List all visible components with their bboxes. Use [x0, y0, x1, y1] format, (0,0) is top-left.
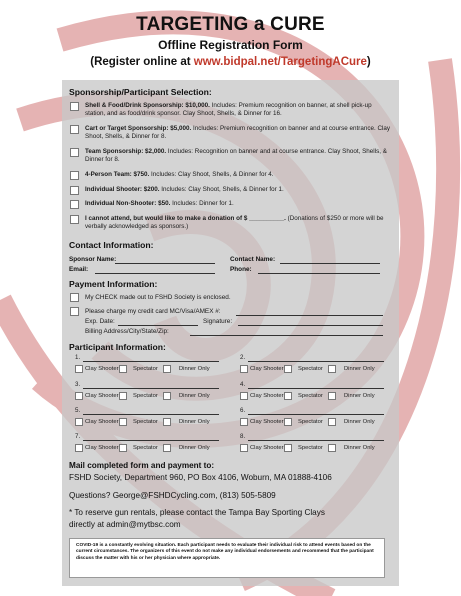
- credit-card-text: Please charge my credit card MC/Visa/AMEX #:: [85, 308, 221, 315]
- participant-choice-label: Spectator: [298, 393, 323, 399]
- participant-number: 4.: [240, 381, 246, 388]
- participant-choice-checkbox[interactable]: [75, 365, 83, 373]
- participant-choice-label: Clay Shooter: [85, 366, 119, 372]
- exp-date-label: Exp. Date:: [85, 318, 115, 325]
- participant-choice-checkbox[interactable]: [328, 365, 336, 373]
- sponsorship-option-name: 4-Person Team: $750.: [85, 171, 150, 178]
- participant-choice-checkbox[interactable]: [240, 444, 248, 452]
- sponsorship-checkbox[interactable]: [70, 102, 79, 111]
- billing-address-label: Billing Address/City/State/Zip:: [85, 328, 169, 335]
- participant-name-field[interactable]: [248, 414, 384, 415]
- participant-heading: Participant Information:: [69, 342, 166, 352]
- gun-rentals-line-1: * To reserve gun rentals, please contact the Tampa Bay Sporting Clays: [69, 508, 325, 517]
- sponsorship-option-name: Individual Shooter: $200.: [85, 186, 160, 193]
- participant-choice-checkbox[interactable]: [284, 444, 292, 452]
- sponsorship-option: [85, 186, 393, 194]
- participant-choice-checkbox[interactable]: [240, 392, 248, 400]
- register-online-link[interactable]: www.bidpal.net/TargetingACure: [193, 56, 367, 68]
- sponsorship-checkbox[interactable]: [70, 200, 79, 209]
- page-subtitle: Offline Registration Form: [158, 38, 303, 52]
- email-label: Email:: [69, 266, 89, 273]
- sponsor-name-label: Sponsor Name:: [69, 256, 117, 263]
- participant-choice-checkbox[interactable]: [328, 444, 336, 452]
- email-field[interactable]: [95, 273, 215, 274]
- sponsorship-option-desc: Includes: Clay Shoot, Shells, & Dinner for 1.: [159, 186, 284, 193]
- participant-choice-label: Dinner Only: [344, 445, 375, 451]
- participant-choice-label: Clay Shooter: [250, 393, 284, 399]
- register-online-line: [0, 56, 461, 68]
- participant-choice-checkbox[interactable]: [284, 365, 292, 373]
- exp-date-field[interactable]: [118, 325, 198, 326]
- sponsorship-option-desc: Includes: Premium recognition on banner, at shell pick-up station, and as food/drink sponsor. Clay Shoot, Shells, & Dinner for 16.: [85, 102, 372, 118]
- sponsor-name-field[interactable]: [115, 263, 215, 264]
- sponsorship-option-desc: Includes: Recognition on banner and at course entrance. Clay Shoot, Shells, & Dinner for 8.: [85, 148, 387, 164]
- participant-choice-label: Clay Shooter: [250, 445, 284, 451]
- participant-choice-checkbox[interactable]: [75, 444, 83, 452]
- register-online-suffix: ): [366, 56, 371, 68]
- participant-choice-label: Clay Shooter: [250, 366, 284, 372]
- participant-number: 6.: [240, 407, 246, 414]
- participant-number: 2.: [240, 354, 246, 361]
- participant-choice-label: Dinner Only: [179, 419, 210, 425]
- sponsorship-checkbox[interactable]: [70, 215, 79, 224]
- sponsorship-option: [85, 200, 393, 208]
- participant-choice-label: Clay Shooter: [85, 393, 119, 399]
- participant-choice-checkbox[interactable]: [119, 444, 127, 452]
- signature-label: Signature:: [203, 318, 233, 325]
- questions-line: Questions? George@FSHDCycling.com, (813) 505-5809: [69, 491, 276, 500]
- participant-choice-label: Spectator: [133, 393, 158, 399]
- sponsorship-option-name: Shell & Food/Drink Sponsorship: $10,000.: [85, 102, 210, 109]
- participant-choice-checkbox[interactable]: [119, 365, 127, 373]
- contact-heading: Contact Information:: [69, 240, 154, 250]
- sponsorship-option-name: Cart or Target Sponsorship: $5,000.: [85, 125, 192, 132]
- participant-number: 5.: [75, 407, 81, 414]
- covid-note: [69, 538, 385, 578]
- sponsorship-option-name: Team Sponsorship: $2,000.: [85, 148, 167, 155]
- participant-number: 8.: [240, 433, 246, 440]
- billing-address-field[interactable]: [190, 335, 383, 336]
- participant-choice-checkbox[interactable]: [163, 418, 171, 426]
- participant-choice-checkbox[interactable]: [163, 365, 171, 373]
- sponsorship-option: [85, 148, 393, 165]
- sponsorship-option-name: Individual Non-Shooter: $50.: [85, 200, 171, 207]
- participant-choice-label: Clay Shooter: [85, 419, 119, 425]
- participant-choice-label: Dinner Only: [344, 393, 375, 399]
- participant-choice-label: Dinner Only: [344, 366, 375, 372]
- participant-choice-label: Clay Shooter: [85, 445, 119, 451]
- participant-choice-label: Spectator: [298, 366, 323, 372]
- sponsorship-option-name: I cannot attend, but would like to make a donation of $ __________.: [85, 215, 286, 222]
- participant-name-field[interactable]: [248, 388, 384, 389]
- payment-heading: Payment Information:: [69, 279, 158, 289]
- participant-choice-label: Dinner Only: [179, 366, 210, 372]
- participant-choice-label: Spectator: [298, 445, 323, 451]
- sponsorship-option-desc: Includes: Dinner for 1.: [170, 200, 234, 207]
- sponsorship-checkbox[interactable]: [70, 125, 79, 134]
- sponsorship-option: [85, 215, 393, 232]
- participant-choice-checkbox[interactable]: [284, 418, 292, 426]
- phone-label: Phone:: [230, 266, 252, 273]
- contact-name-field[interactable]: [280, 263, 380, 264]
- participant-choice-checkbox[interactable]: [284, 392, 292, 400]
- sponsorship-option-desc: Includes: Clay Shoot, Shells, & Dinner for 4.: [149, 171, 274, 178]
- participant-choice-label: Spectator: [133, 445, 158, 451]
- contact-name-label: Contact Name:: [230, 256, 276, 263]
- participant-name-field[interactable]: [83, 361, 219, 362]
- participant-number: 3.: [75, 381, 81, 388]
- sponsorship-option: [85, 171, 393, 179]
- participant-choice-label: Dinner Only: [344, 419, 375, 425]
- sponsorship-option-desc: (Donations of $250 or more will be verbally acknowledged as sponsors.): [85, 215, 384, 231]
- participant-choice-checkbox[interactable]: [328, 418, 336, 426]
- participant-name-field[interactable]: [83, 440, 219, 441]
- participant-choice-checkbox[interactable]: [119, 392, 127, 400]
- participant-choice-label: Spectator: [298, 419, 323, 425]
- participant-choice-checkbox[interactable]: [240, 418, 248, 426]
- participant-choice-label: Dinner Only: [179, 393, 210, 399]
- sponsorship-checkbox[interactable]: [70, 186, 79, 195]
- participant-number: 7.: [75, 433, 81, 440]
- participant-number: 1.: [75, 354, 81, 361]
- participant-choice-label: Spectator: [133, 419, 158, 425]
- mail-address: FSHD Society, Department 960, PO Box 4106, Woburn, MA 01888-4106: [69, 473, 332, 482]
- participant-choice-checkbox[interactable]: [119, 418, 127, 426]
- sponsorship-heading: Sponsorship/Participant Selection:: [69, 87, 212, 97]
- participant-choice-checkbox[interactable]: [163, 392, 171, 400]
- mail-heading: Mail completed form and payment to:: [69, 461, 215, 470]
- sponsorship-checkbox[interactable]: [70, 171, 79, 180]
- phone-field[interactable]: [258, 273, 380, 274]
- participant-choice-checkbox[interactable]: [240, 365, 248, 373]
- check-enclosed-text: My CHECK made out to FSHD Society is enclosed.: [85, 294, 231, 301]
- signature-field[interactable]: [238, 325, 383, 326]
- participant-choice-checkbox[interactable]: [163, 444, 171, 452]
- participant-choice-checkbox[interactable]: [75, 392, 83, 400]
- card-number-field[interactable]: [236, 315, 383, 316]
- page-title: TARGETING a CURE: [136, 14, 325, 35]
- participant-name-field[interactable]: [83, 414, 219, 415]
- register-online-prefix: (Register online at: [90, 56, 194, 68]
- participant-name-field[interactable]: [248, 361, 384, 362]
- sponsorship-option: [85, 125, 393, 142]
- participant-choice-label: Dinner Only: [179, 445, 210, 451]
- sponsorship-option-desc: Includes: Premium recognition on banner and at course entrance. Clay Shoot, Shells, & Dinner for 8.: [85, 125, 391, 141]
- sponsorship-option: [85, 102, 393, 119]
- participant-choice-checkbox[interactable]: [328, 392, 336, 400]
- sponsorship-checkbox[interactable]: [70, 148, 79, 157]
- participant-choice-checkbox[interactable]: [75, 418, 83, 426]
- participant-choice-label: Spectator: [133, 366, 158, 372]
- participant-name-field[interactable]: [83, 388, 219, 389]
- participant-name-field[interactable]: [248, 440, 384, 441]
- gun-rentals-line-2: directly at admin@mytbsc.com: [69, 520, 181, 529]
- covid-note-text: COVID-19 is a constantly evolving situation. Each participant needs to evaluate their individual risk to attend events based on the current circumstances. The organizers of this event do not make any individual endorsements and recommend that the participant discuss the matter with his or her physician where appropriate.: [76, 543, 374, 561]
- check-enclosed-checkbox[interactable]: [70, 293, 79, 302]
- participant-choice-label: Clay Shooter: [250, 419, 284, 425]
- credit-card-checkbox[interactable]: [70, 307, 79, 316]
